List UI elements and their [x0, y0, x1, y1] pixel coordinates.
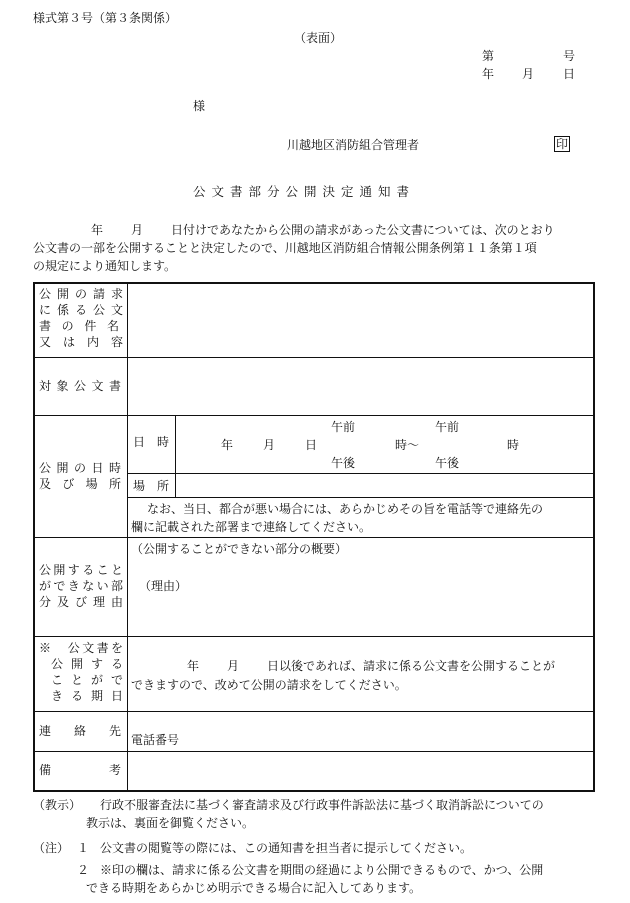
number-go: 号: [563, 49, 576, 63]
notice-line1: なお、当日、都合が悪い場合には、あらかじめその旨を電話等で連絡先の: [147, 502, 544, 516]
note1-text: 公文書の閲覧等の際には、この通知書を担当者に提示してください。: [100, 841, 473, 855]
form-number: 様式第３号（第３条関係）: [33, 11, 178, 25]
datetime-day: 日: [305, 438, 318, 452]
time-to: 時: [507, 438, 520, 452]
sub-label-divider: [175, 415, 176, 497]
row2-label: 対象公文書: [39, 379, 121, 393]
row-divider: [35, 415, 593, 416]
period-line1: [187, 658, 555, 674]
number-dai: 第: [482, 49, 495, 63]
face-label: （表面）: [294, 31, 343, 45]
period-line1-text: 日以後であれば、請求に係る公文書を公開することが: [267, 659, 556, 673]
instruction-line2: 教示は、裏面を御覧ください。: [86, 816, 255, 830]
row3-label: 公開の日時 及び場所: [39, 461, 121, 491]
pm-label-2: 午後: [435, 456, 460, 470]
am-label-1: 午前: [331, 420, 356, 434]
period-year: 年: [187, 659, 200, 673]
disclosure-table: [33, 282, 595, 792]
row-divider: [35, 751, 593, 752]
datetime-year: 年: [221, 438, 234, 452]
pm-label-1: 午後: [331, 456, 356, 470]
row-divider: [35, 537, 593, 538]
datetime-label: 日 時: [133, 435, 170, 449]
period-line2: できますので、改めて公開の請求をしてください。: [131, 678, 407, 692]
row1-label: 公開の請求 に係る公文 書の件名 又は内容: [39, 287, 123, 349]
note2-line1: ※印の欄は、請求に係る公文書を期間の経過により公開できるもので、かつ、公開: [100, 863, 544, 877]
row-divider: [127, 473, 593, 474]
row6-label: 連絡先: [39, 724, 121, 738]
intro-paragraph: [33, 221, 555, 275]
note2-number: ２: [77, 863, 90, 877]
document-title: 公文書部分公開決定通知書: [193, 184, 416, 199]
date-day: 日: [563, 67, 576, 81]
instruction-line1: 行政不服審査法に基づく審査請求及び行政事件訴訟法に基づく取消訴訟についての: [100, 798, 544, 812]
notice-line2: 欄に記載された部署まで連絡してください。: [131, 520, 372, 534]
row5-label: ※ 公文書を 公開する ことがで きる期日: [39, 641, 123, 703]
datetime-month: 月: [263, 438, 276, 452]
intro-month: 月: [131, 223, 144, 237]
note1-number: １: [77, 841, 90, 855]
intro-line2: 公文書の一部を公開することと決定したので、川越地区消防組合情報公開条例第１１条第１項: [33, 241, 537, 255]
intro-line3: の規定により通知します。: [33, 259, 177, 273]
notes-label: （注）: [33, 841, 70, 855]
intro-line1: 日付けであなたから公開の請求があった公文書については、次のとおり: [171, 223, 555, 237]
recipient-suffix: 様: [193, 99, 206, 113]
date-month: 月: [522, 67, 535, 81]
instruction-label: （教示）: [33, 798, 82, 812]
undisclosed-summary: （公開することができない部分の概要）: [131, 542, 348, 556]
intro-year: 年: [91, 223, 104, 237]
am-label-2: 午前: [435, 420, 460, 434]
row-divider: [127, 497, 593, 498]
row7-label: 備考: [39, 763, 121, 777]
row-divider: [35, 711, 593, 712]
place-label: 場 所: [133, 479, 170, 493]
note2-line2: できる時期をあらかじめ明示できる場合に記入してあります。: [86, 881, 422, 895]
undisclosed-reason: （理由）: [139, 579, 188, 593]
period-month: 月: [227, 659, 240, 673]
issuer: 川越地区消防組合管理者: [287, 138, 420, 152]
row4-label: 公開すること ができない部 分及び理由: [39, 563, 123, 609]
row-divider: [35, 357, 593, 358]
seal-stamp: 印: [556, 137, 569, 151]
date-year: 年: [482, 67, 495, 81]
phone-number-label: 電話番号: [131, 733, 180, 747]
time-from: 時～: [395, 438, 420, 452]
row-divider: [35, 636, 593, 637]
